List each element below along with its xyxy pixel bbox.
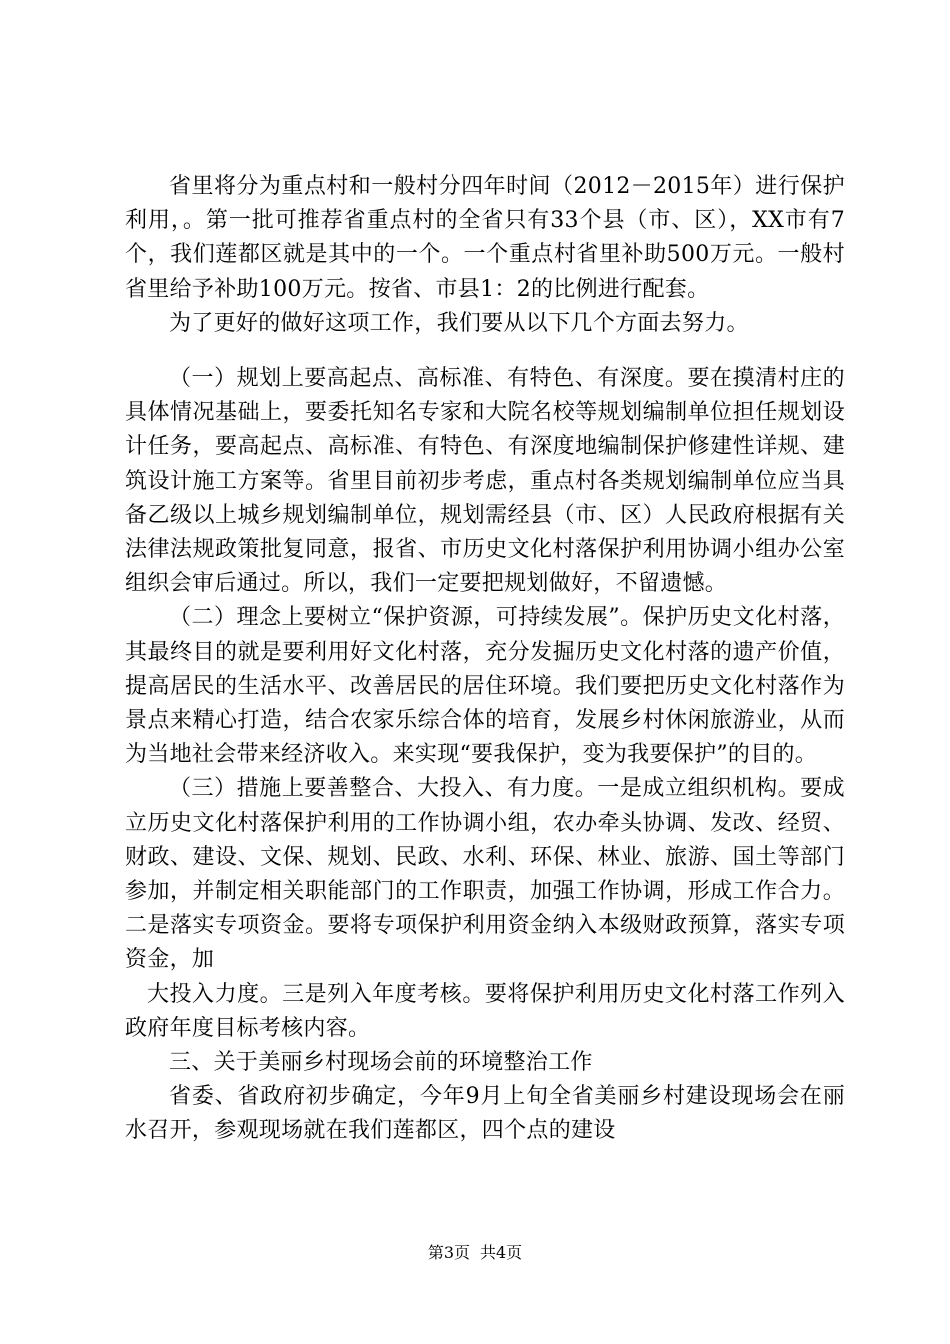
page-total: 共4页 [480, 1243, 523, 1262]
paragraph-concept: （二）理念上要树立“保护资源，可持续发展”。保护历史文化村落，其最终目的就是要利用好文化村落，充分发掘历史文化村落的遗产价值，提高居民的生活水平、改善居民的居住环境。我们要把历史文化村落作为景点来精心打造，结合农家乐综合体的培育，发展乡村休闲旅游业，从而为当地社会带来经济收入。来实现“要我保护，变为我要保护”的目的。 [125, 605, 845, 768]
document-body [125, 170, 845, 1149]
paragraph-funding-plan: 省里将分为重点村和一般村分四年时间（2012－2015年）进行保护利用，。第一批可推荐省重点村的全省只有33个县（市、区），XX市有7个，我们莲都区就是其中的一个。一个重点村省里补助500万元。一般村省里给予补助100万元。按省、市县1：2的比例进行配套。 [125, 174, 845, 302]
paragraph-planning: （一）规划上要高起点、高标准、有特色、有深度。要在摸清村庄的具体情况基础上，要委托知名专家和大院名校等规划编制单位担任规划设计任务，要高起点、高标准、有特色、有深度地编制保护修建性详规、建筑设计施工方案等。省里目前初步考虑，重点村各类规划编制单位应当具备乙级以上城乡规划编制单位，规划需经县（市、区）人民政府根据有关法律法规政策批复同意，报省、市历史文化村落保护利用协调小组办公室组织会审后通过。所以，我们一定要把规划做好，不留遗憾。 [125, 366, 845, 597]
page-number: 第3页 [427, 1243, 470, 1262]
paragraph-measures-continued: 大投入力度。三是列入年度考核。要将保护利用历史文化村落工作列入政府年度目标考核内容。 [125, 981, 845, 1041]
paragraph-measures: （三）措施上要善整合、大投入、有力度。一是成立组织机构。要成立历史文化村落保护利用的工作协调小组，农办牵头协调、发改、经贸、财政、建设、文保、规划、民政、水利、环保、林业、旅游、国土等部门参加，并制定相关职能部门的工作职责，加强工作协调，形成工作合力。二是落实专项资金。要将专项保护利用资金纳入本级财政预算，落实专项资金，加 [125, 776, 845, 973]
paragraph-site-meeting: 省委、省政府初步确定，今年9月上旬全省美丽乡村建设现场会在丽水召开，参观现场就在我们莲都区，四个点的建设 [125, 1084, 845, 1144]
section-heading-environment: 三、关于美丽乡村现场会前的环境整治工作 [169, 1050, 593, 1076]
page-footer [0, 1243, 950, 1263]
paragraph-effort-intro: 为了更好的做好这项工作，我们要从以下几个方面去努力。 [169, 310, 749, 336]
